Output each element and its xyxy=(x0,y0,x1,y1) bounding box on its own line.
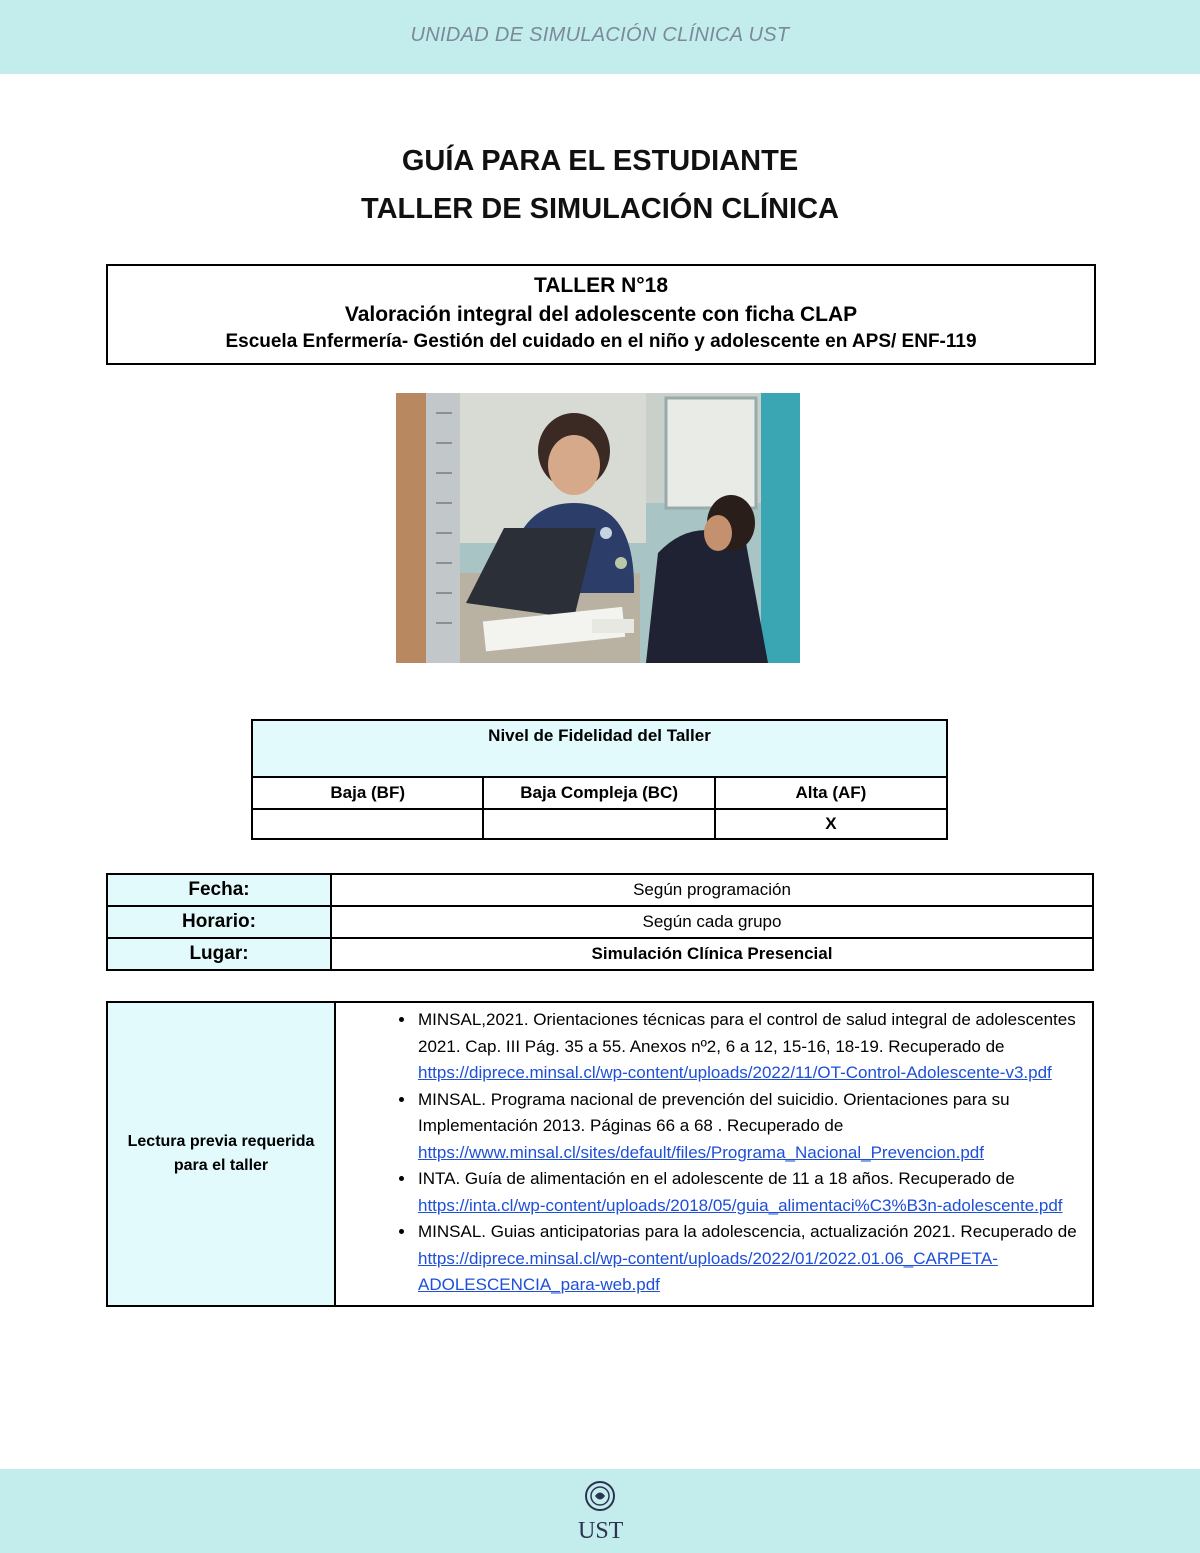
fidelity-mark-bc xyxy=(483,809,714,839)
reading-table xyxy=(106,1001,1094,1307)
taller-school: Escuela Enfermería- Gestión del cuidado en el niño y adolescente en APS/ ENF-119 xyxy=(225,331,977,352)
header-text: UNIDAD DE SIMULACIÓN CLÍNICA UST xyxy=(410,24,790,46)
taller-number: TALLER N°18 xyxy=(533,274,669,297)
fidelity-col-af: Alta (AF) xyxy=(715,777,947,809)
taller-info-box xyxy=(106,264,1096,365)
reading-item-link[interactable]: https://diprece.minsal.cl/wp-content/uploads/2022/01/2022.01.06_CARPETA-ADOLESCENCIA_para-web.pdf xyxy=(418,1248,998,1294)
consultation-photo xyxy=(396,393,800,663)
fidelity-mark-bf xyxy=(252,809,483,839)
header-band xyxy=(0,0,1200,74)
reading-item-text: INTA. Guía de alimentación en el adolescente de 11 a 18 años. Recuperado de xyxy=(418,1169,1015,1188)
reading-item-text: MINSAL,2021. Orientaciones técnicas para el control de salud integral de adolescentes 2021. Cap. III Pág. 35 a 55. Anexos nº2, 6 a 12, 15-16, 18-19. Recuperado de xyxy=(418,1010,1076,1056)
lugar-label: Lugar: xyxy=(107,938,331,970)
seal-icon xyxy=(578,1479,622,1513)
footer-band xyxy=(0,1469,1200,1553)
fidelity-table xyxy=(251,719,948,840)
taller-name: Valoración integral del adolescente con ficha CLAP xyxy=(344,303,858,326)
fecha-value: Según programación xyxy=(331,874,1093,906)
reading-item xyxy=(416,1007,1092,1087)
ust-logo-text: UST xyxy=(578,1518,624,1544)
fecha-label: Fecha: xyxy=(107,874,331,906)
page-title-line2: TALLER DE SIMULACIÓN CLÍNICA xyxy=(361,193,839,225)
reading-label: Lectura previa requerida para el taller xyxy=(107,1002,335,1306)
fidelity-mark-af: X xyxy=(715,809,947,839)
horario-value: Según cada grupo xyxy=(331,906,1093,938)
lugar-value: Simulación Clínica Presencial xyxy=(331,938,1093,970)
schedule-table xyxy=(106,873,1094,971)
horario-label: Horario: xyxy=(107,906,331,938)
ust-logo xyxy=(578,1479,622,1544)
reading-list xyxy=(336,1007,1092,1299)
reading-item-link[interactable]: https://www.minsal.cl/sites/default/files/Programa_Nacional_Prevencion.pdf xyxy=(418,1142,984,1162)
reading-item-link[interactable]: https://diprece.minsal.cl/wp-content/uploads/2022/11/OT-Control-Adolescente-v3.pdf xyxy=(418,1063,1052,1082)
reading-item-text: MINSAL. Guias anticipatorias para la adolescencia, actualización 2021. Recuperado de xyxy=(418,1222,1077,1241)
reading-list-cell xyxy=(335,1002,1093,1306)
reading-item xyxy=(416,1087,1092,1167)
page-title-line1: GUÍA PARA EL ESTUDIANTE xyxy=(401,145,799,177)
fidelity-col-bc: Baja Compleja (BC) xyxy=(483,777,714,809)
reading-item-text: MINSAL. Programa nacional de prevención del suicidio. Orientaciones para su Implementación 2013. Páginas 66 a 68 . Recuperado de xyxy=(418,1089,1010,1135)
fidelity-col-bf: Baja (BF) xyxy=(252,777,483,809)
reading-item-link[interactable]: https://inta.cl/wp-content/uploads/2018/05/guia_alimentaci%C3%B3n-adolescente.pdf xyxy=(418,1195,1063,1215)
reading-item xyxy=(416,1219,1092,1299)
reading-item xyxy=(416,1166,1092,1219)
fidelity-title: Nivel de Fidelidad del Taller xyxy=(252,720,947,777)
